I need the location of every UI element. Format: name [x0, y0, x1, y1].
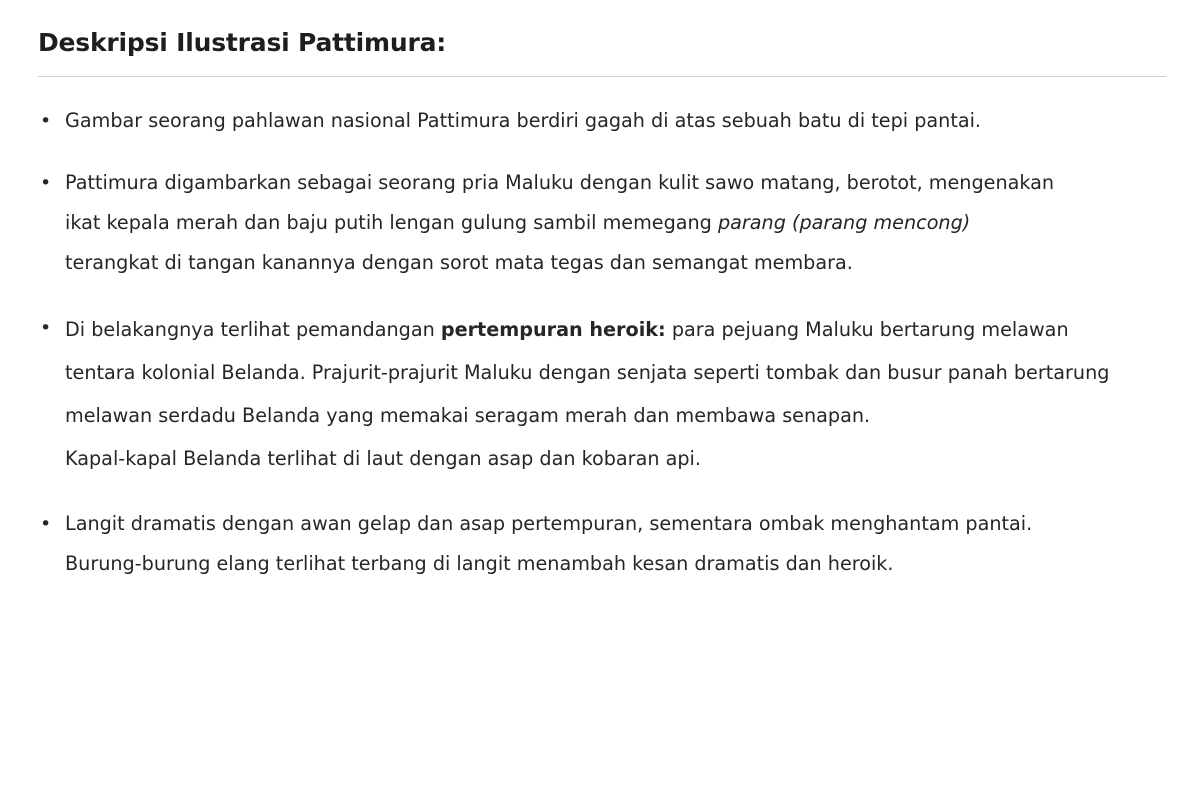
bold-term: pertempuran heroik: [440, 318, 666, 341]
list-item-text-line [65, 308, 1164, 351]
list-item-text: terangkat di tangan kanannya dengan sorot mata tegas dan semangat membara. [65, 251, 853, 274]
list-item-text: Di belakangnya terlihat pemandangan [65, 318, 441, 341]
bullet-icon: • [40, 172, 52, 194]
list-item-text: Pattimura digambarkan sebagai seorang pria Maluku dengan kulit sawo matang, berotot, mengenakan [65, 171, 1055, 194]
list-item [38, 308, 1164, 480]
bullet-icon: • [40, 513, 52, 535]
italic-term: parang (parang mencong) [717, 211, 971, 234]
list-item-text: para pejuang Maluku bertarung melawan [665, 318, 1069, 341]
list-item-text: tentara kolonial Belanda. Prajurit-prajurit Maluku dengan senjata seperti tombak dan busur panah bertarung [65, 361, 1110, 384]
list-item-text: Gambar seorang pahlawan nasional Pattimura berdiri gagah di atas sebuah batu di tepi pantai. [65, 109, 982, 132]
title-divider [38, 76, 1166, 77]
page-title: Deskripsi Ilustrasi Pattimura: [38, 28, 447, 57]
bullet-icon: • [40, 110, 52, 132]
list-item [38, 101, 1164, 141]
description-list [38, 101, 1164, 584]
list-item [38, 163, 1164, 283]
list-item-text: Kapal-kapal Belanda terlihat di laut dengan asap dan kobaran api. [65, 447, 701, 470]
list-item-text: Burung-burung elang terlihat terbang di langit menambah kesan dramatis dan heroik. [65, 552, 894, 575]
bullet-icon: • [40, 317, 52, 339]
list-item [38, 504, 1164, 584]
list-item-text: melawan serdadu Belanda yang memakai seragam merah dan membawa senapan. [65, 404, 871, 427]
list-item-text: Langit dramatis dengan awan gelap dan asap pertempuran, sementara ombak menghantam pantai. [65, 512, 1033, 535]
list-item-text-line [65, 203, 1164, 243]
list-item-text: ikat kepala merah dan baju putih lengan gulung sambil memegang [65, 211, 718, 234]
